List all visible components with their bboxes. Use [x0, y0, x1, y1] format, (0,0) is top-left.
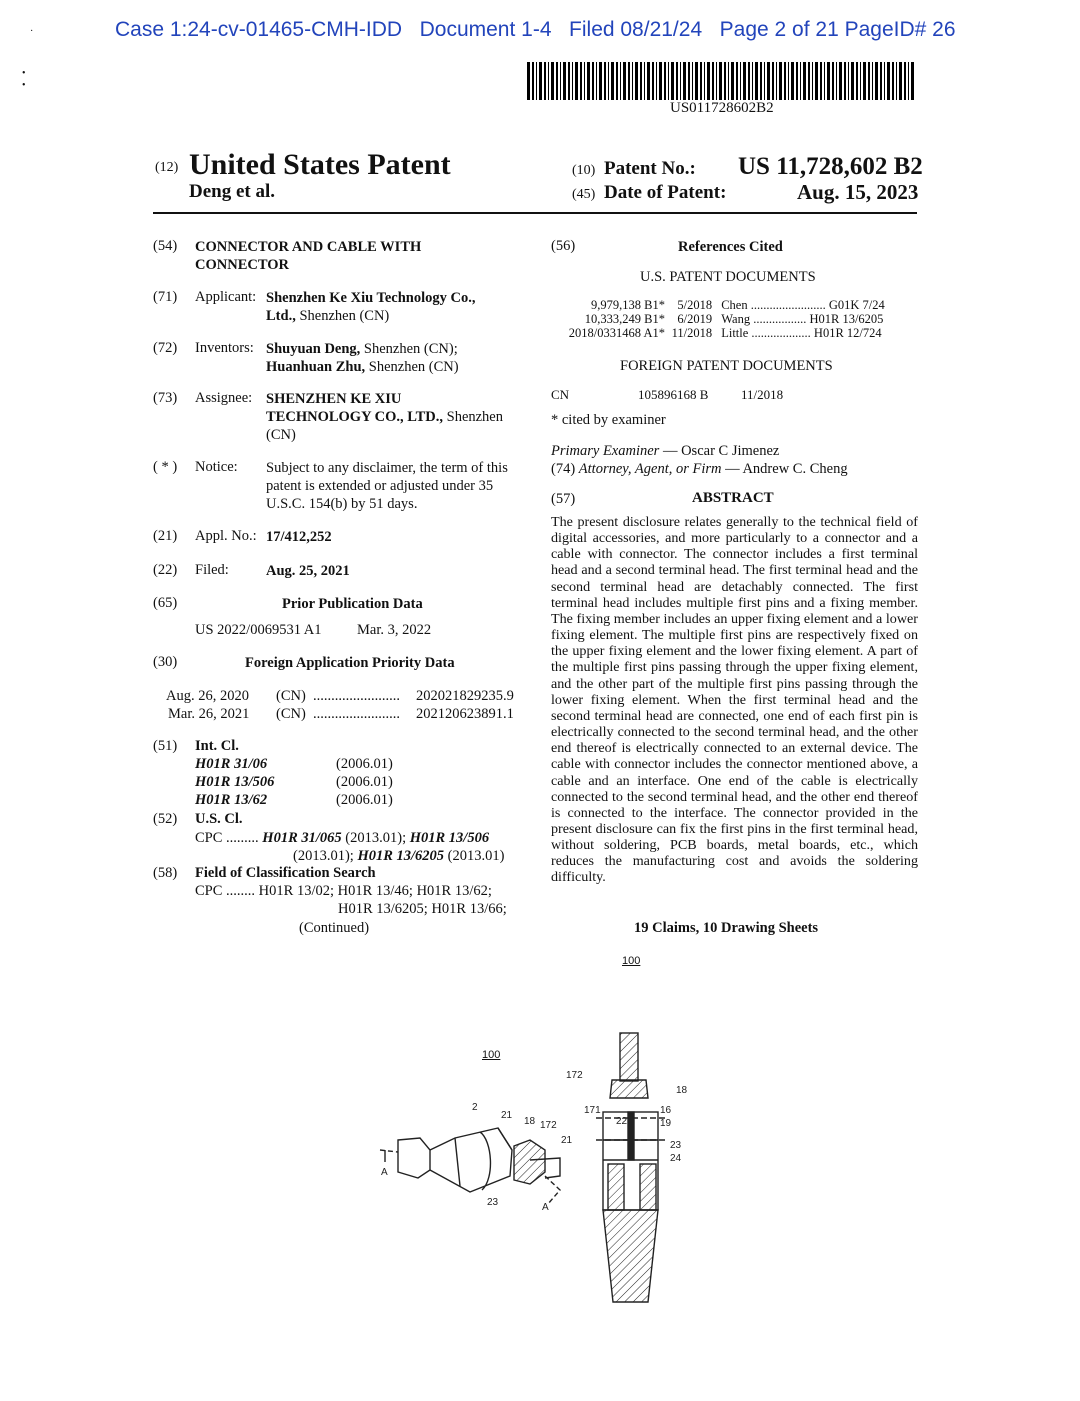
- page-indicator: Page 2 of 21: [719, 18, 839, 41]
- filed-value: Aug. 25, 2021: [266, 563, 350, 579]
- barcode-bar: [664, 62, 666, 100]
- code-56: (56): [551, 238, 576, 254]
- attorney: (74) Attorney, Agent, or Firm — Andrew C. Cheng: [551, 461, 848, 477]
- barcode-bar: [704, 62, 705, 100]
- barcode-bar: [836, 62, 837, 100]
- assignee-label: Assignee:: [195, 390, 253, 406]
- barcode-bar: [872, 62, 873, 100]
- barcode: [527, 62, 919, 100]
- us-cl-cpc-line2: (2013.01); H01R 13/6205 (2013.01): [293, 848, 505, 864]
- cited-by-examiner: * cited by examiner: [551, 412, 666, 428]
- part-label: A: [381, 1167, 388, 1178]
- barcode-bar: [680, 62, 681, 100]
- barcode-bar: [560, 62, 561, 100]
- patent-title: United States Patent: [189, 148, 451, 181]
- barcode-bar: [620, 62, 621, 100]
- invention-title: CONNECTOR AND CABLE WITH CONNECTOR: [195, 239, 422, 273]
- patent-drawing: [360, 1020, 720, 1310]
- part-label: A: [542, 1202, 549, 1213]
- barcode-bar: [904, 62, 906, 100]
- notice-label: Notice:: [195, 459, 238, 475]
- foreign-priority-title: Foreign Application Priority Data: [245, 655, 455, 671]
- int-cl-label: Int. Cl.: [195, 738, 239, 754]
- barcode-bar: [892, 62, 894, 100]
- field-search-label: Field of Classification Search: [195, 865, 376, 881]
- inventors-value: Shuyuan Deng, Shenzhen (CN); Huanhuan Zhu, Shenzhen (CN): [266, 341, 459, 375]
- barcode-bar: [671, 62, 674, 100]
- field-search-cpc-line1: CPC ........ H01R 13/02; H01R 13/46; H01R 13/62;: [195, 883, 492, 899]
- barcode-bar: [539, 62, 542, 100]
- barcode-bar: [611, 62, 614, 100]
- field-search-cpc-line2: H01R 13/6205; H01R 13/66;: [338, 901, 507, 917]
- leader-dots: ........................: [313, 706, 400, 722]
- barcode-bar: [736, 62, 738, 100]
- claims-summary: 19 Claims, 10 Drawing Sheets: [634, 920, 819, 936]
- applicant-label: Applicant:: [195, 289, 257, 305]
- part-label: 22: [616, 1116, 628, 1127]
- assignee-value: SHENZHEN KE XIU TECHNOLOGY CO., LTD., Shenzhen (CN): [266, 391, 503, 443]
- barcode-bar: [760, 62, 762, 100]
- barcode-bar: [656, 62, 657, 100]
- prior-publication-number: US 2022/0069531 A1: [195, 622, 322, 638]
- barcode-bar: [683, 62, 686, 100]
- filed-date: Filed 08/21/24: [569, 18, 703, 41]
- part-label: 172: [566, 1070, 583, 1081]
- margin-mark: ·: [30, 26, 34, 37]
- abstract-text: The present disclosure relates generally to the technical field of digital accessories, and more particularly to a connector and a cable with connector. The connector includes a first terminal head and a second terminal head. The first terminal head and the second terminal head are detachably connected. The first terminal head includes multiple first pins and a fixing member. The fixing member includes an upper fixing element and a lower fixing element. The multiple first pins are respectively fixed on the upper fixing element and the lower fixing element. A part of the multiple first pins passing through the upper fixing element, and the other part of the multiple first pins passing through the lower fixing element. When the first terminal head and the second terminal head are connected, one end of each first pin is electrically connected to the second terminal head, and the other end thereof is electrically connected to an external device. The cable with connector includes the connector mentioned above, a cable and an interface. One end of the cable is electrically connected to the second terminal head, and the other end thereof is connected to the interface. The connector provided in the present disclosure can fix the first pins in the first terminal head, without soldering, PCB boards, metal boards, etc., which reduces the manufacturing cost and avoids the soldering difficulty.: [551, 514, 918, 886]
- foreign-priority-date: Aug. 26, 2020: [166, 688, 249, 704]
- barcode-bar: [688, 62, 690, 100]
- code-30: (30): [153, 654, 178, 670]
- barcode-bar: [880, 62, 882, 100]
- barcode-bar: [724, 62, 726, 100]
- barcode-bar: [748, 62, 750, 100]
- continued-note: (Continued): [299, 920, 370, 936]
- abstract-title: ABSTRACT: [692, 490, 774, 506]
- int-cl-code: H01R 13/506: [195, 774, 275, 790]
- filed-label: Filed:: [195, 562, 229, 578]
- references-title: References Cited: [678, 239, 783, 255]
- barcode-bar: [596, 62, 597, 100]
- barcode-bar: [623, 62, 626, 100]
- barcode-bar: [752, 62, 753, 100]
- patent-authors: Deng et al.: [189, 181, 276, 202]
- barcode-bar: [584, 62, 585, 100]
- figure-ref-top: 100: [622, 955, 641, 967]
- barcode-bar: [860, 62, 861, 100]
- prior-publication-title: Prior Publication Data: [282, 596, 423, 612]
- barcode-bar: [728, 62, 729, 100]
- us-doc-row: 10,333,249 B1* 6/2019 Wang ................. H01R 13/6205: [584, 312, 884, 326]
- barcode-bar: [532, 62, 534, 100]
- barcode-bar: [587, 62, 590, 100]
- barcode-bar: [599, 62, 602, 100]
- figure-ref-left: 100: [482, 1049, 501, 1061]
- barcode-bar: [848, 62, 849, 100]
- int-cl-code: H01R 31/06: [195, 756, 268, 772]
- barcode-bar: [731, 62, 734, 100]
- us-docs-title: U.S. PATENT DOCUMENTS: [640, 269, 816, 285]
- barcode-bar: [896, 62, 897, 100]
- barcode-bar: [868, 62, 870, 100]
- barcode-bar: [659, 62, 662, 100]
- barcode-bar: [743, 62, 746, 100]
- barcode-bar: [652, 62, 654, 100]
- foreign-priority-number: 202120623891.1: [416, 706, 514, 722]
- barcode-bar: [832, 62, 834, 100]
- code-58: (58): [153, 865, 178, 881]
- code-54: (54): [153, 238, 178, 254]
- foreign-doc-date: 11/2018: [741, 387, 784, 402]
- int-cl-code: H01R 13/62: [195, 792, 268, 808]
- part-label: 23: [670, 1140, 682, 1151]
- barcode-bar: [827, 62, 830, 100]
- code-notice: ( * ): [153, 459, 178, 475]
- code-21: (21): [153, 528, 178, 544]
- barcode-bar: [803, 62, 806, 100]
- document-number: Document 1-4: [419, 18, 552, 41]
- barcode-bar: [839, 62, 842, 100]
- int-cl-year: (2006.01): [336, 792, 393, 808]
- barcode-bar: [551, 62, 554, 100]
- barcode-bar: [875, 62, 878, 100]
- foreign-priority-date: Mar. 26, 2021: [168, 706, 250, 722]
- barcode-bar: [572, 62, 573, 100]
- code-57: (57): [551, 491, 576, 507]
- foreign-priority-number: 202021829235.9: [416, 688, 514, 704]
- part-label: 23: [487, 1197, 499, 1208]
- margin-mark: • •: [22, 68, 26, 91]
- foreign-priority-country: (CN): [276, 706, 306, 722]
- barcode-bar: [815, 62, 818, 100]
- barcode-bar: [808, 62, 810, 100]
- part-label: 18: [676, 1085, 688, 1096]
- code-65: (65): [153, 595, 178, 611]
- barcode-bar: [556, 62, 558, 100]
- barcode-bar: [544, 62, 546, 100]
- barcode-bar: [851, 62, 854, 100]
- code-72: (72): [153, 340, 178, 356]
- code-22: (22): [153, 562, 178, 578]
- foreign-doc-number: 105896168 B: [638, 387, 709, 402]
- barcode-bar: [536, 62, 537, 100]
- barcode-bar: [824, 62, 825, 100]
- barcode-bar: [856, 62, 858, 100]
- code-51: (51): [153, 738, 178, 754]
- barcode-bar: [887, 62, 890, 100]
- case-header: [115, 18, 956, 42]
- notice-value: Subject to any disclaimer, the term of this patent is extended or adjusted under 35 U.S.C. 154(b) by 51 days.: [266, 460, 508, 512]
- barcode-bar: [644, 62, 645, 100]
- barcode-bar: [899, 62, 902, 100]
- primary-examiner: Primary Examiner — Oscar C Jimenez: [551, 443, 780, 459]
- us-cl-label: U.S. Cl.: [195, 811, 243, 827]
- code-71: (71): [153, 289, 178, 305]
- barcode-bar: [740, 62, 741, 100]
- date-of-patent: Aug. 15, 2023: [797, 180, 919, 204]
- barcode-bar: [908, 62, 909, 100]
- foreign-priority-country: (CN): [276, 688, 306, 704]
- barcode-bar: [632, 62, 633, 100]
- appl-no-label: Appl. No.:: [195, 528, 257, 544]
- barcode-bar: [911, 62, 914, 100]
- code-12: (12): [155, 160, 179, 175]
- appl-no: 17/412,252: [266, 529, 332, 545]
- part-label: 21: [561, 1135, 573, 1146]
- inventors-label: Inventors:: [195, 340, 254, 356]
- barcode-bar: [776, 62, 777, 100]
- barcode-bar: [568, 62, 570, 100]
- barcode-bar: [788, 62, 789, 100]
- barcode-bar: [791, 62, 794, 100]
- applicant-value: Shenzhen Ke Xiu Technology Co., Ltd., Shenzhen (CN): [266, 290, 476, 324]
- barcode-bar: [844, 62, 846, 100]
- barcode-bar: [695, 62, 698, 100]
- us-doc-row: 2018/0331468 A1* 11/2018 Little ................... H01R 12/724: [568, 326, 882, 340]
- barcode-bar: [527, 62, 530, 100]
- barcode-bar: [608, 62, 609, 100]
- code-52: (52): [153, 811, 178, 827]
- barcode-bar: [668, 62, 669, 100]
- barcode-bar: [716, 62, 717, 100]
- foreign-doc-country: CN: [551, 387, 570, 402]
- barcode-bar: [580, 62, 582, 100]
- part-label: 18: [524, 1116, 536, 1127]
- barcode-bar: [635, 62, 638, 100]
- code-10: (10): [572, 163, 596, 178]
- int-cl-year: (2006.01): [336, 756, 393, 772]
- barcode-bar: [692, 62, 693, 100]
- part-label: 171: [584, 1105, 601, 1116]
- barcode-bar: [820, 62, 822, 100]
- prior-publication-date: Mar. 3, 2022: [357, 622, 432, 638]
- barcode-bar: [812, 62, 813, 100]
- page-id: PageID# 26: [844, 18, 956, 41]
- barcode-bar: [800, 62, 801, 100]
- barcode-bar: [779, 62, 782, 100]
- barcode-bar: [884, 62, 885, 100]
- barcode-bar: [784, 62, 786, 100]
- barcode-bar: [575, 62, 578, 100]
- barcode-bar: [640, 62, 642, 100]
- barcode-bar: [796, 62, 798, 100]
- barcode-bar: [863, 62, 866, 100]
- barcode-bar: [647, 62, 650, 100]
- barcode-bar: [616, 62, 618, 100]
- barcode-bar: [604, 62, 606, 100]
- us-cl-cpc-line1: CPC ......... H01R 31/065 (2013.01); H01R 13/506: [195, 830, 490, 846]
- barcode-bar: [772, 62, 774, 100]
- patent-number: US 11,728,602 B2: [738, 153, 923, 180]
- int-cl-year: (2006.01): [336, 774, 393, 790]
- barcode-bar: [700, 62, 702, 100]
- barcode-bar: [628, 62, 630, 100]
- date-of-patent-label: Date of Patent:: [604, 182, 727, 203]
- part-label: 24: [670, 1153, 682, 1164]
- code-45: (45): [572, 187, 596, 202]
- part-label: 2: [472, 1102, 478, 1113]
- us-doc-row: 9,979,138 B1* 5/2018 Chen ........................ G01K 7/24: [591, 298, 885, 312]
- patent-no-label: Patent No.:: [604, 158, 696, 179]
- barcode-bar: [764, 62, 765, 100]
- barcode-bar: [767, 62, 770, 100]
- title-rule: [153, 212, 917, 214]
- leader-dots: ........................: [313, 688, 400, 704]
- code-73: (73): [153, 390, 178, 406]
- barcode-number: US011728602B2: [670, 100, 774, 116]
- part-label: 172: [540, 1120, 557, 1131]
- part-label: 16: [660, 1105, 672, 1116]
- barcode-bar: [563, 62, 566, 100]
- barcode-bar: [676, 62, 678, 100]
- barcode-bar: [707, 62, 710, 100]
- barcode-bar: [548, 62, 549, 100]
- barcode-bar: [719, 62, 722, 100]
- part-label: 21: [501, 1110, 513, 1121]
- barcode-bar: [712, 62, 714, 100]
- foreign-docs-title: FOREIGN PATENT DOCUMENTS: [620, 358, 833, 374]
- barcode-bar: [592, 62, 594, 100]
- case-number: Case 1:24-cv-01465-CMH-IDD: [115, 18, 403, 41]
- barcode-bar: [755, 62, 758, 100]
- part-label: 19: [660, 1118, 672, 1129]
